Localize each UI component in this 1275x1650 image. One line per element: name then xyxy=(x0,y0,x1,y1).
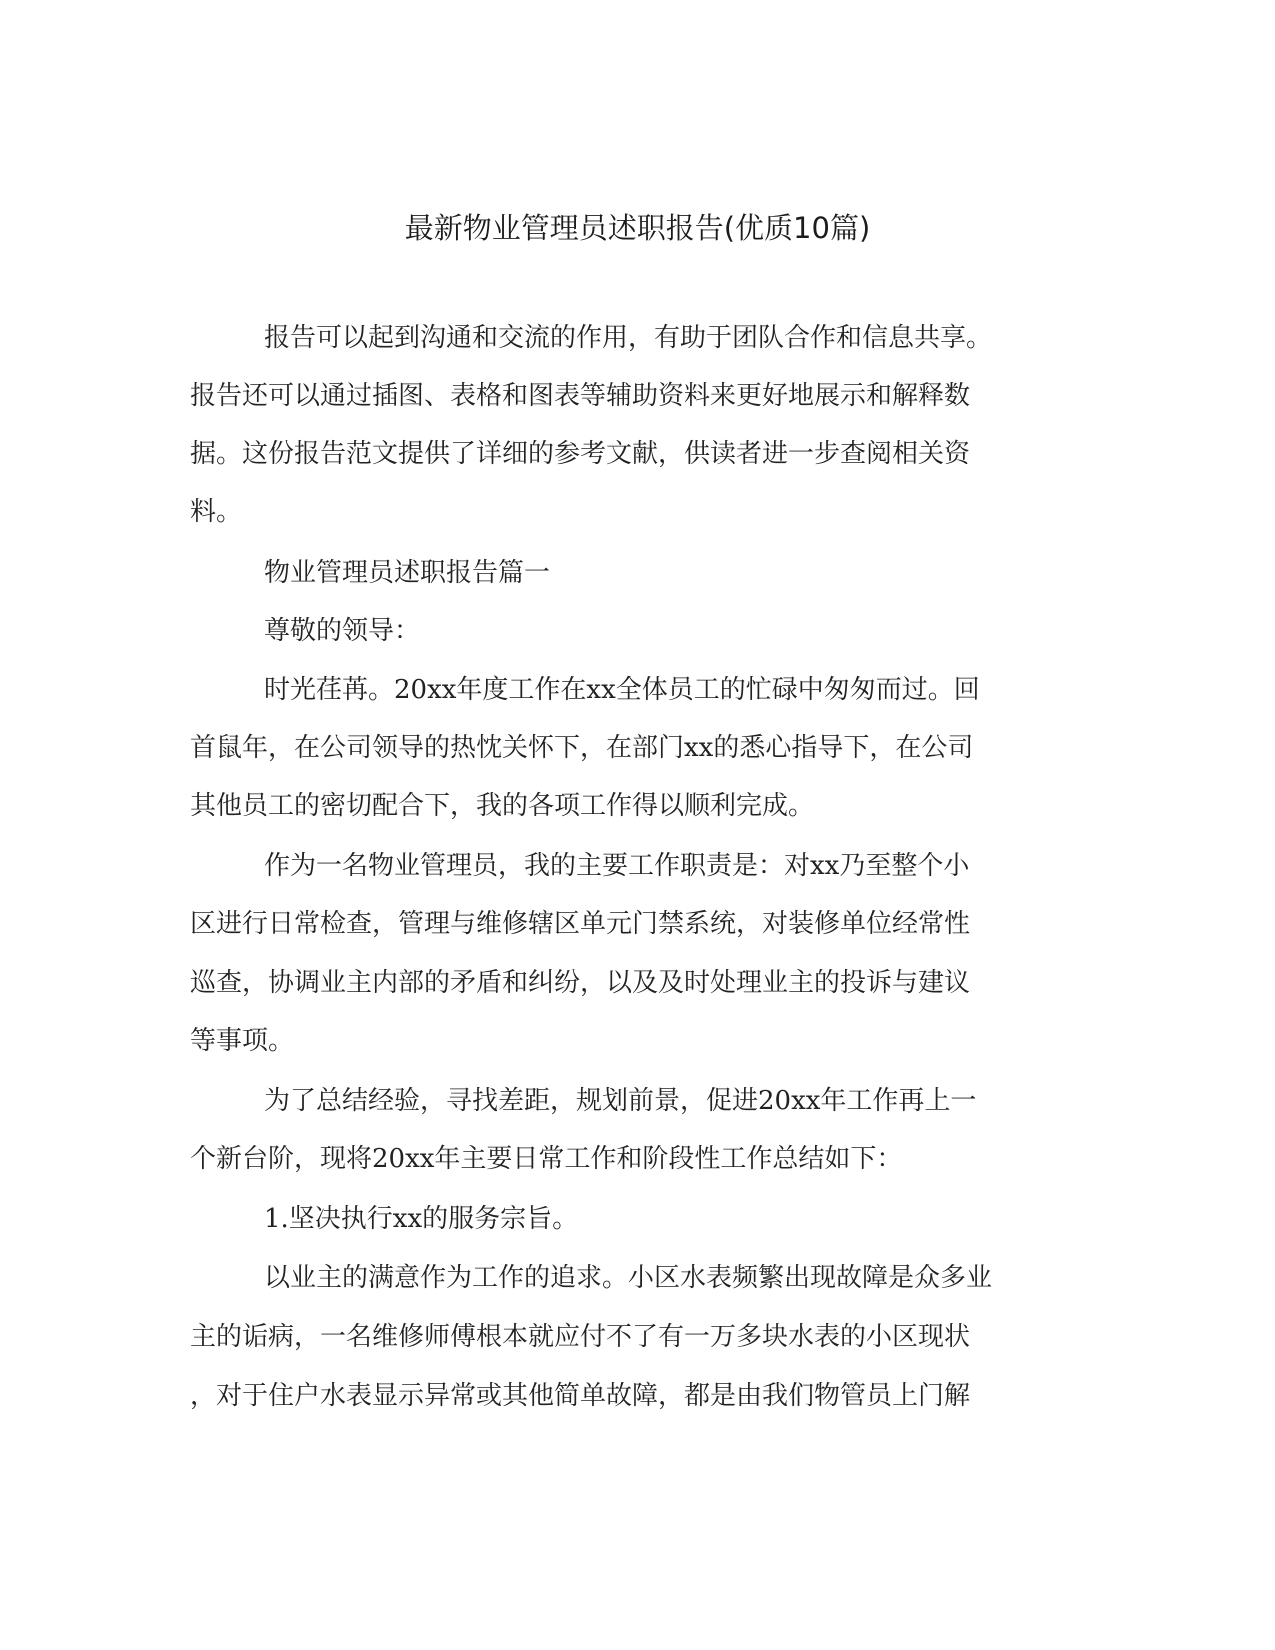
paragraph-line: 为了总结经验，寻找差距，规划前景，促进20xx年工作再上一 xyxy=(264,1086,977,1116)
salutation: 尊敬的领导： xyxy=(264,616,421,646)
paragraph-line: 其他员工的密切配合下，我的各项工作得以顺利完成。 xyxy=(190,791,815,821)
paragraph-line: 报告还可以通过插图、表格和图表等辅助资料来更好地展示和解释数 xyxy=(190,381,971,411)
paragraph-line: 巡查，协调业主内部的矛盾和纠纷，以及及时处理业主的投诉与建议 xyxy=(190,968,971,998)
paragraph-line: ，对于住户水表显示异常或其他简单故障，都是由我们物管员上门解 xyxy=(190,1381,971,1411)
section-heading: 物业管理员述职报告篇一 xyxy=(264,558,551,588)
paragraph-line: 个新台阶，现将20xx年主要日常工作和阶段性工作总结如下： xyxy=(190,1144,903,1174)
paragraph-line: 等事项。 xyxy=(190,1026,295,1056)
paragraph-line: 区进行日常检查，管理与维修辖区单元门禁系统，对装修单位经常性 xyxy=(190,909,971,939)
paragraph-line: 据。这份报告范文提供了详细的参考文献，供读者进一步查阅相关资 xyxy=(190,439,971,469)
paragraph-line: 作为一名物业管理员，我的主要工作职责是：对xx乃至整个小 xyxy=(264,851,970,881)
list-item-heading: 1.坚决执行xx的服务宗旨。 xyxy=(264,1204,579,1234)
document-title: 最新物业管理员述职报告(优质10篇) xyxy=(404,211,871,245)
paragraph-line: 以业主的满意作为工作的追求。小区水表频繁出现故障是众多业 xyxy=(264,1263,993,1293)
paragraph-line: 主的诟病，一名维修师傅根本就应付不了有一万多块水表的小区现状 xyxy=(190,1322,971,1352)
paragraph-line: 报告可以起到沟通和交流的作用，有助于团队合作和信息共享。 xyxy=(264,323,993,353)
paragraph-line: 料。 xyxy=(190,497,243,527)
paragraph-line: 首鼠年，在公司领导的热忱关怀下，在部门xx的悉心指导下，在公司 xyxy=(190,733,974,763)
paragraph-line: 时光荏苒。20xx年度工作在xx全体员工的忙碌中匆匆而过。回 xyxy=(264,675,980,705)
